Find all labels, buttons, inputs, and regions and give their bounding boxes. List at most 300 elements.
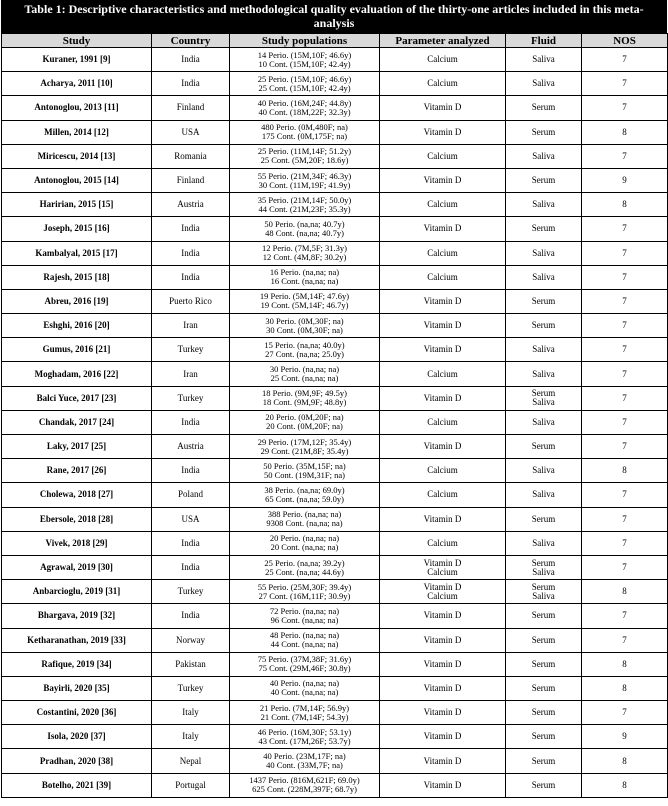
study-cell: Cholewa, 2018 [27] xyxy=(2,483,152,507)
fluid-line: Saliva xyxy=(532,416,555,427)
population-cell xyxy=(230,531,380,555)
parameter-cell xyxy=(380,555,506,579)
population-line: 48 Perio. (na,na; na) xyxy=(269,630,340,641)
population-line: 40 Cont. (18M,22F; 32.3y) xyxy=(258,106,351,117)
table-row xyxy=(2,507,668,531)
parameter-cell xyxy=(380,604,506,628)
fluid-line: Saliva xyxy=(532,368,555,379)
country-cell: India xyxy=(152,555,230,579)
parameter-cell xyxy=(380,48,506,72)
population-line: 9308 Cont. (na,na; na) xyxy=(266,518,343,529)
population-line: 50 Perio. (na,na; 40.7y) xyxy=(264,218,345,229)
fluid-cell xyxy=(506,676,582,700)
study-cell: Acharya, 2011 [10] xyxy=(2,72,152,96)
parameter-line: Vitamin D xyxy=(423,441,462,452)
table-row xyxy=(2,410,668,434)
population-line: 40 Cont. (na,na; na) xyxy=(270,687,339,698)
study-cell: Haririan, 2015 [15] xyxy=(2,193,152,217)
fluid-cell xyxy=(506,265,582,289)
parameter-line: Vitamin D xyxy=(423,634,462,645)
study-cell: Eshghi, 2016 [20] xyxy=(2,314,152,338)
nos-cell: 7 xyxy=(582,555,668,579)
fluid-line: Saliva xyxy=(532,271,555,282)
fluid-cell xyxy=(506,459,582,483)
population-line: 12 Perio. (7M,5F; 31.3y) xyxy=(262,243,347,254)
fluid-line: Serum xyxy=(531,610,556,621)
population-line: 40 Perio. (na,na; na) xyxy=(269,678,340,689)
parameter-cell xyxy=(380,168,506,192)
population-line: 20 Perio. (0M,20F; na) xyxy=(265,412,344,423)
fluid-line: Serum xyxy=(531,513,556,524)
fluid-line: Serum xyxy=(531,320,556,331)
header-nos: NOS xyxy=(582,34,668,48)
nos-cell: 8 xyxy=(582,193,668,217)
fluid-cell xyxy=(506,386,582,410)
population-line: 18 Cont. (9M,9F; 48.8y) xyxy=(262,397,347,408)
population-line: 40 Perio. (23M,17F; na) xyxy=(263,751,346,762)
nos-cell: 7 xyxy=(582,386,668,410)
table-row xyxy=(2,241,668,265)
parameter-cell xyxy=(380,120,506,144)
population-cell xyxy=(230,72,380,96)
population-line: 25 Cont. (15M,10F; 42.4y) xyxy=(258,82,351,93)
table-row xyxy=(2,580,668,604)
population-line: 25 Perio. (15M,10F; 46.6y) xyxy=(257,73,352,84)
parameter-cell xyxy=(380,362,506,386)
parameter-line: Vitamin D xyxy=(423,175,462,186)
country-cell: India xyxy=(152,265,230,289)
population-line: 21 Cont. (7M,14F; 54.3y) xyxy=(260,711,349,722)
parameter-line: Vitamin D xyxy=(423,126,462,137)
population-line: 75 Cont. (29M,46F; 30.8y) xyxy=(258,663,351,674)
fluid-cell xyxy=(506,48,582,72)
parameter-line: Calcium xyxy=(427,54,458,65)
study-cell: Bhargava, 2019 [32] xyxy=(2,604,152,628)
population-line: 10 Cont. (15M,10F; 42.4y) xyxy=(258,58,351,69)
header-parameter-analyzed: Parameter analyzed xyxy=(380,34,506,48)
fluid-cell xyxy=(506,701,582,725)
table-row xyxy=(2,773,668,797)
population-line: 16 Cont. (na,na; na) xyxy=(270,276,339,287)
fluid-line: Saliva xyxy=(532,199,555,210)
study-cell: Chandak, 2017 [24] xyxy=(2,410,152,434)
nos-cell: 8 xyxy=(582,773,668,797)
population-line: 25 Cont. (na,na; 44.6y) xyxy=(265,566,344,577)
population-line: 30 Perio. (na,na; na) xyxy=(269,364,340,375)
nos-cell: 7 xyxy=(582,217,668,241)
country-cell: Poland xyxy=(152,483,230,507)
population-cell xyxy=(230,265,380,289)
population-cell xyxy=(230,701,380,725)
population-cell xyxy=(230,555,380,579)
population-line: 25 Perio. (11M,14F; 51.2y) xyxy=(257,146,352,157)
fluid-line: Serum xyxy=(531,731,556,742)
parameter-line: Calcium xyxy=(427,465,458,476)
parameter-line: Calcium xyxy=(427,199,458,210)
study-cell: Pradhan, 2020 [38] xyxy=(2,749,152,773)
study-cell: Kambalyal, 2015 [17] xyxy=(2,241,152,265)
population-line: 20 Perio. (na,na; na) xyxy=(269,533,340,544)
parameter-line: Vitamin D xyxy=(423,755,462,766)
study-cell: Agrawal, 2019 [30] xyxy=(2,555,152,579)
country-cell: India xyxy=(152,48,230,72)
population-line: 12 Cont. (4M,8F; 30.2y) xyxy=(262,252,347,263)
study-cell: Rafique, 2019 [34] xyxy=(2,652,152,676)
table-row xyxy=(2,555,668,579)
nos-cell: 8 xyxy=(582,459,668,483)
fluid-line: Serum xyxy=(531,295,556,306)
population-cell xyxy=(230,652,380,676)
study-cell: Kuraner, 1991 [9] xyxy=(2,48,152,72)
study-cell: Balci Yuce, 2017 [23] xyxy=(2,386,152,410)
fluid-line: Serum xyxy=(531,126,556,137)
population-line: 46 Perio. (16M,30F; 53.1y) xyxy=(257,726,352,737)
study-cell: Gumus, 2016 [21] xyxy=(2,338,152,362)
table-row xyxy=(2,676,668,700)
fluid-cell xyxy=(506,72,582,96)
nos-cell: 7 xyxy=(582,72,668,96)
parameter-line: Calcium xyxy=(427,590,458,601)
table-row xyxy=(2,289,668,313)
country-cell: India xyxy=(152,604,230,628)
fluid-line: Saliva xyxy=(532,590,555,601)
population-cell xyxy=(230,604,380,628)
table-row xyxy=(2,386,668,410)
population-line: 75 Perio. (37M,38F; 31.6y) xyxy=(257,654,352,665)
parameter-line: Vitamin D xyxy=(423,557,462,568)
nos-cell: 7 xyxy=(582,507,668,531)
table-row xyxy=(2,604,668,628)
fluid-line: Saliva xyxy=(532,489,555,500)
nos-cell: 8 xyxy=(582,120,668,144)
country-cell: USA xyxy=(152,120,230,144)
population-line: 18 Perio. (9M,9F; 49.5y) xyxy=(262,388,347,399)
table-row xyxy=(2,483,668,507)
population-line: 20 Cont. (0M,20F; na) xyxy=(266,421,343,432)
parameter-line: Vitamin D xyxy=(423,731,462,742)
country-cell: Iran xyxy=(152,314,230,338)
table-row xyxy=(2,193,668,217)
population-line: 44 Cont. (21M,23F; 35.3y) xyxy=(258,203,351,214)
nos-cell: 7 xyxy=(582,48,668,72)
study-cell: Ebersole, 2018 [28] xyxy=(2,507,152,531)
table-row xyxy=(2,701,668,725)
country-cell: Puerto Rico xyxy=(152,289,230,313)
table-row xyxy=(2,217,668,241)
parameter-line: Calcium xyxy=(427,368,458,379)
fluid-cell xyxy=(506,725,582,749)
header-study: Study xyxy=(2,34,152,48)
population-line: 15 Perio. (na,na; 40.0y) xyxy=(264,339,345,350)
header-study-populations: Study populations xyxy=(230,34,380,48)
fluid-line: Serum xyxy=(531,707,556,718)
parameter-cell xyxy=(380,580,506,604)
study-cell: Rane, 2017 [26] xyxy=(2,459,152,483)
population-line: 25 Cont. (na,na; na) xyxy=(270,373,339,384)
fluid-cell xyxy=(506,144,582,168)
country-cell: Turkey xyxy=(152,338,230,362)
population-line: 27 Cont. (na,na; 25.0y) xyxy=(265,348,344,359)
fluid-line: Serum xyxy=(531,634,556,645)
population-cell xyxy=(230,362,380,386)
country-cell: Finland xyxy=(152,168,230,192)
nos-cell: 7 xyxy=(582,483,668,507)
nos-cell: 8 xyxy=(582,580,668,604)
fluid-line: Serum xyxy=(531,581,556,592)
parameter-cell xyxy=(380,676,506,700)
population-cell xyxy=(230,96,380,120)
country-cell: Pakistan xyxy=(152,652,230,676)
population-line: 14 Perio. (15M,10F; 46.6y) xyxy=(257,49,352,60)
study-cell: Laky, 2017 [25] xyxy=(2,435,152,459)
parameter-cell xyxy=(380,531,506,555)
population-cell xyxy=(230,773,380,797)
population-line: 29 Cont. (21M,8F; 35.4y) xyxy=(260,445,349,456)
population-line: 65 Cont. (na,na; 59.0y) xyxy=(265,493,344,504)
population-cell xyxy=(230,483,380,507)
header-fluid: Fluid xyxy=(506,34,582,48)
population-line: 40 Cont. (33M,7F; na) xyxy=(266,760,343,771)
table-row xyxy=(2,314,668,338)
nos-cell: 7 xyxy=(582,338,668,362)
parameter-cell xyxy=(380,507,506,531)
population-cell xyxy=(230,507,380,531)
study-cell: Isola, 2020 [37] xyxy=(2,725,152,749)
population-cell xyxy=(230,628,380,652)
population-line: 72 Perio. (na,na; na) xyxy=(269,605,340,616)
population-line: 30 Cont. (0M,30F; na) xyxy=(266,324,343,335)
fluid-line: Serum xyxy=(531,223,556,234)
study-cell: Miricescu, 2014 [13] xyxy=(2,144,152,168)
country-cell: Austria xyxy=(152,435,230,459)
fluid-cell xyxy=(506,749,582,773)
population-cell xyxy=(230,217,380,241)
fluid-cell xyxy=(506,773,582,797)
country-cell: India xyxy=(152,241,230,265)
parameter-line: Vitamin D xyxy=(423,392,462,403)
population-line: 40 Perio. (16M,24F; 44.8y) xyxy=(257,97,352,108)
population-line: 480 Perio. (0M,480F; na) xyxy=(261,122,348,133)
nos-cell: 7 xyxy=(582,701,668,725)
population-cell xyxy=(230,749,380,773)
country-cell: Portugal xyxy=(152,773,230,797)
fluid-line: Saliva xyxy=(532,150,555,161)
nos-cell: 8 xyxy=(582,652,668,676)
fluid-cell xyxy=(506,604,582,628)
nos-cell: 7 xyxy=(582,96,668,120)
table-row xyxy=(2,628,668,652)
parameter-line: Vitamin D xyxy=(423,682,462,693)
parameter-cell xyxy=(380,459,506,483)
parameter-line: Calcium xyxy=(427,271,458,282)
table-row xyxy=(2,168,668,192)
fluid-cell xyxy=(506,120,582,144)
parameter-cell xyxy=(380,96,506,120)
fluid-cell xyxy=(506,289,582,313)
nos-cell: 8 xyxy=(582,676,668,700)
fluid-line: Saliva xyxy=(532,537,555,548)
country-cell: India xyxy=(152,410,230,434)
nos-cell: 7 xyxy=(582,410,668,434)
fluid-cell xyxy=(506,435,582,459)
fluid-line: Saliva xyxy=(532,566,555,577)
country-cell: India xyxy=(152,72,230,96)
fluid-cell xyxy=(506,507,582,531)
fluid-line: Saliva xyxy=(532,247,555,258)
country-cell: Turkey xyxy=(152,386,230,410)
country-cell: Turkey xyxy=(152,580,230,604)
table-row xyxy=(2,725,668,749)
fluid-line: Serum xyxy=(531,682,556,693)
fluid-line: Saliva xyxy=(532,397,555,408)
fluid-cell xyxy=(506,410,582,434)
population-line: 27 Cont. (16M,11F; 30.9y) xyxy=(258,590,351,601)
population-line: 21 Perio. (7M,14F; 56.9y) xyxy=(259,702,350,713)
country-cell: Italy xyxy=(152,725,230,749)
parameter-cell xyxy=(380,241,506,265)
table-row xyxy=(2,652,668,676)
fluid-line: Serum xyxy=(531,388,556,399)
parameter-line: Vitamin D xyxy=(423,779,462,790)
nos-cell: 7 xyxy=(582,289,668,313)
parameter-line: Vitamin D xyxy=(423,707,462,718)
parameter-line: Vitamin D xyxy=(423,513,462,524)
nos-cell: 9 xyxy=(582,168,668,192)
fluid-line: Serum xyxy=(531,441,556,452)
nos-cell: 7 xyxy=(582,265,668,289)
population-line: 55 Perio. (21M,34F; 46.3y) xyxy=(257,170,352,181)
fluid-line: Serum xyxy=(531,557,556,568)
fluid-cell xyxy=(506,217,582,241)
fluid-line: Serum xyxy=(531,175,556,186)
country-cell: Italy xyxy=(152,701,230,725)
country-cell: India xyxy=(152,531,230,555)
parameter-cell xyxy=(380,652,506,676)
nos-cell: 7 xyxy=(582,144,668,168)
parameter-cell xyxy=(380,725,506,749)
parameter-cell xyxy=(380,628,506,652)
population-line: 16 Perio. (na,na; na) xyxy=(269,267,340,278)
parameter-line: Vitamin D xyxy=(423,223,462,234)
table-row xyxy=(2,265,668,289)
table-row xyxy=(2,338,668,362)
study-cell: Bayirli, 2020 [35] xyxy=(2,676,152,700)
table-row xyxy=(2,120,668,144)
parameter-cell xyxy=(380,749,506,773)
fluid-line: Saliva xyxy=(532,344,555,355)
study-cell: Rajesh, 2015 [18] xyxy=(2,265,152,289)
parameter-cell xyxy=(380,265,506,289)
table-container xyxy=(1,0,667,798)
population-cell xyxy=(230,410,380,434)
fluid-line: Saliva xyxy=(532,465,555,476)
population-cell xyxy=(230,168,380,192)
parameter-line: Calcium xyxy=(427,489,458,500)
fluid-line: Serum xyxy=(531,658,556,669)
table-row xyxy=(2,96,668,120)
nos-cell: 7 xyxy=(582,628,668,652)
population-cell xyxy=(230,120,380,144)
study-cell: Anbarcioglu, 2019 [31] xyxy=(2,580,152,604)
population-cell xyxy=(230,580,380,604)
country-cell: Turkey xyxy=(152,676,230,700)
parameter-cell xyxy=(380,701,506,725)
parameter-line: Calcium xyxy=(427,537,458,548)
header-row xyxy=(2,34,668,48)
population-line: 44 Cont. (na,na; na) xyxy=(270,639,339,650)
population-line: 96 Cont. (na,na; na) xyxy=(270,614,339,625)
country-cell: USA xyxy=(152,507,230,531)
study-cell: Botelho, 2021 [39] xyxy=(2,773,152,797)
population-cell xyxy=(230,314,380,338)
population-line: 19 Cont. (5M,14F; 46.7y) xyxy=(260,300,349,311)
parameter-cell xyxy=(380,289,506,313)
table-row xyxy=(2,459,668,483)
parameter-cell xyxy=(380,314,506,338)
table-row xyxy=(2,72,668,96)
table-caption: Table 1: Descriptive characteristics and methodological quality evaluation of the thirty-one articles included in this meta-analysis xyxy=(1,0,667,33)
population-line: 29 Perio. (17M,12F; 35.4y) xyxy=(257,436,352,447)
parameter-cell xyxy=(380,483,506,507)
population-cell xyxy=(230,289,380,313)
population-cell xyxy=(230,725,380,749)
nos-cell: 7 xyxy=(582,314,668,338)
table-row xyxy=(2,749,668,773)
parameter-line: Vitamin D xyxy=(423,344,462,355)
parameter-cell xyxy=(380,72,506,96)
fluid-cell xyxy=(506,580,582,604)
population-cell xyxy=(230,48,380,72)
fluid-cell xyxy=(506,531,582,555)
nos-cell: 7 xyxy=(582,604,668,628)
study-cell: Abreu, 2016 [19] xyxy=(2,289,152,313)
country-cell: Austria xyxy=(152,193,230,217)
parameter-line: Vitamin D xyxy=(423,102,462,113)
country-cell: India xyxy=(152,217,230,241)
fluid-cell xyxy=(506,652,582,676)
parameter-cell xyxy=(380,217,506,241)
population-line: 48 Cont. (na,na; 40.7y) xyxy=(265,227,344,238)
parameter-line: Calcium xyxy=(427,416,458,427)
parameter-cell xyxy=(380,435,506,459)
country-cell: Nepal xyxy=(152,749,230,773)
population-cell xyxy=(230,459,380,483)
parameter-line: Vitamin D xyxy=(423,581,462,592)
parameter-cell xyxy=(380,144,506,168)
population-cell xyxy=(230,338,380,362)
fluid-cell xyxy=(506,362,582,386)
fluid-cell xyxy=(506,314,582,338)
population-cell xyxy=(230,676,380,700)
population-line: 388 Perio. (na,na; na) xyxy=(267,509,342,520)
fluid-cell xyxy=(506,96,582,120)
population-line: 625 Cont. (228M,397F; 68.7y) xyxy=(252,784,357,795)
nos-cell: 7 xyxy=(582,241,668,265)
fluid-cell xyxy=(506,338,582,362)
table-row xyxy=(2,144,668,168)
parameter-cell xyxy=(380,773,506,797)
study-cell: Moghadam, 2016 [22] xyxy=(2,362,152,386)
parameter-line: Calcium xyxy=(427,566,458,577)
population-line: 1437 Perio. (816M,621F; 69.0y) xyxy=(249,775,360,786)
population-cell xyxy=(230,241,380,265)
parameter-cell xyxy=(380,193,506,217)
header-country: Country xyxy=(152,34,230,48)
parameter-line: Calcium xyxy=(427,247,458,258)
table-row xyxy=(2,48,668,72)
fluid-line: Saliva xyxy=(532,78,555,89)
population-line: 50 Cont. (19M,31F; na) xyxy=(264,469,345,480)
